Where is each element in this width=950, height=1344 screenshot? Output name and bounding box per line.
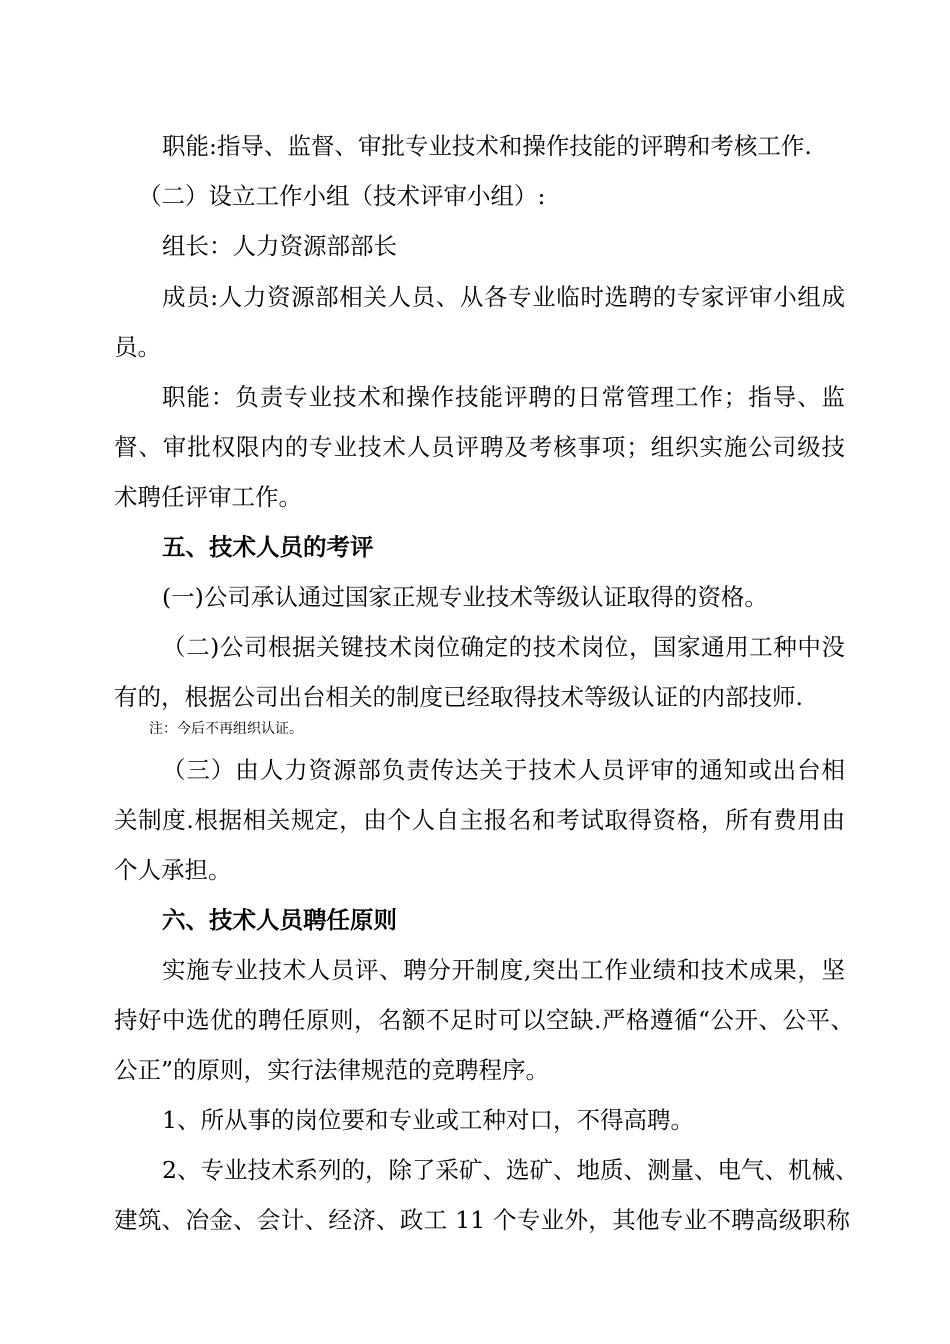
paragraph-line: 持好中选优的聘任原则，名额不足时可以空缺.严格遵循“公开、公平、: [114, 1006, 854, 1034]
paragraph-line: （二）设立工作小组（技术评审小组）:: [138, 182, 546, 210]
section-heading: 六、技术人员聘任原则: [162, 906, 397, 934]
paragraph-line: 督、审批权限内的专业技术人员评聘及考核事项；组织实施公司级技: [114, 433, 845, 461]
paragraph-line: （三）由人力资源部负责传达关于技术人员评审的通知或出台相: [162, 756, 845, 784]
paragraph-line: 员。: [114, 333, 161, 361]
note-text: 注：今后不再组织认证。: [149, 721, 303, 737]
paragraph-line: 术聘任评审工作。: [114, 483, 302, 511]
paragraph-line: 关制度.根据相关规定，由个人自主报名和考试取得资格，所有费用由: [114, 806, 845, 834]
paragraph-line: 成员:人力资源部相关人员、从各专业临时选聘的专家评审小组成: [162, 283, 845, 311]
paragraph-line: 职能:指导、监督、审批专业技术和操作技能的评聘和考核工作.: [162, 132, 812, 160]
paragraph-line: 职能：负责专业技术和操作技能评聘的日常管理工作；指导、监: [162, 383, 845, 411]
paragraph-line: 有的，根据公司出台相关的制度已经取得技术等级认证的内部技师.: [114, 683, 803, 711]
paragraph-line: 2、专业技术系列的，除了采矿、选矿、地质、测量、电气、机械、: [162, 1156, 859, 1184]
paragraph-line: 1、所从事的岗位要和专业或工种对口，不得高聘。: [162, 1106, 694, 1134]
paragraph-line: （二)公司根据关键技术岗位确定的技术岗位，国家通用工种中没: [162, 633, 845, 661]
paragraph-line: 组长：人力资源部部长: [162, 232, 397, 260]
paragraph-line: (一)公司承认通过国家正规专业技术等级认证取得的资格。: [162, 583, 768, 611]
paragraph-line: 建筑、冶金、会计、经济、政工 11 个专业外，其他专业不聘高级职称: [114, 1206, 850, 1234]
paragraph-line: 实施专业技术人员评、聘分开制度,突出工作业绩和技术成果，坚: [162, 956, 845, 984]
paragraph-line: 个人承担。: [114, 856, 232, 884]
section-heading: 五、技术人员的考评: [162, 533, 374, 561]
paragraph-line: 公正”的原则，实行法律规范的竞聘程序。: [114, 1056, 550, 1084]
